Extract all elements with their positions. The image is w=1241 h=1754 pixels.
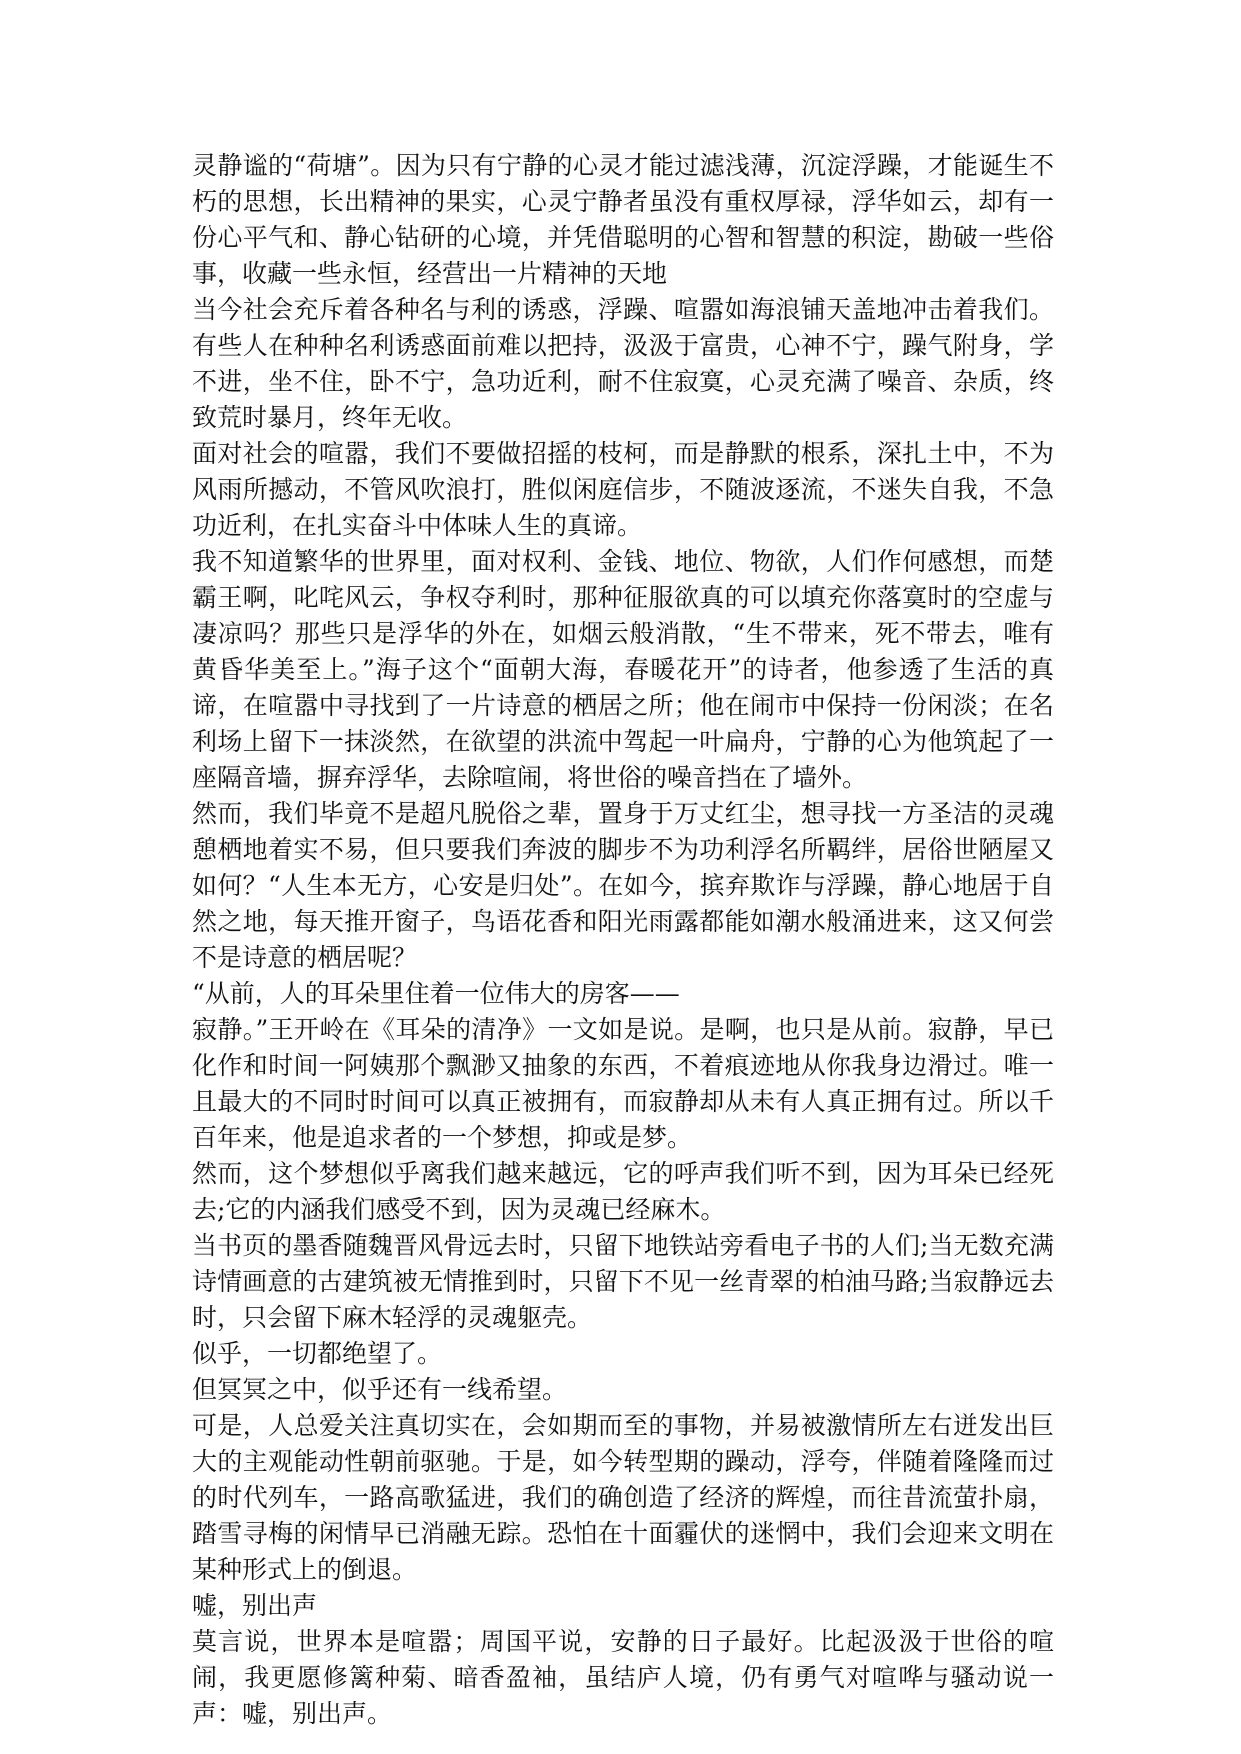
paragraph: 当书页的墨香随魏晋风骨远去时，只留下地铁站旁看电子书的人们;当无数充满诗情画意的古建筑被无情推到时，只留下不见一丝青翠的柏油马路;当寂静远去时，只会留下麻木轻浮的灵魂躯壳。 bbox=[192, 1231, 1054, 1332]
paragraph: 寂静。”王开岭在《耳朵的清净》一文如是说。是啊，也只是从前。寂静，早已化作和时间一阿姨那个飘渺又抽象的东西，不着痕迹地从你我身边滑过。唯一且最大的不同时时间可以真正被拥有，而寂静却从未有人真正拥有过。所以千百年来，他是追求者的一个梦想，抑或是梦。 bbox=[192, 1015, 1054, 1152]
paragraph: “从前，人的耳朵里住着一位伟大的房客—— bbox=[192, 979, 680, 1008]
paragraph: 面对社会的喧嚣，我们不要做招摇的枝柯，而是静默的根系，深扎土中，不为风雨所撼动，不管风吹浪打，胜似闲庭信步，不随波逐流，不迷失自我，不急功近利，在扎实奋斗中体味人生的真谛。 bbox=[192, 439, 1054, 540]
paragraph: 当今社会充斥着各种名与利的诱惑，浮躁、喧嚣如海浪铺天盖地冲击着我们。有些人在种种名利诱惑面前难以把持，汲汲于富贵，心神不宁，躁气附身，学不进，坐不住，卧不宁，急功近利，耐不住寂寞，心灵充满了噪音、杂质，终致荒时暴月，终年无收。 bbox=[192, 295, 1054, 432]
paragraph: 然而，这个梦想似乎离我们越来越远，它的呼声我们听不到，因为耳朵已经死去;它的内涵我们感受不到，因为灵魂已经麻木。 bbox=[192, 1159, 1054, 1224]
paragraph: 然而，我们毕竟不是超凡脱俗之辈，置身于万丈红尘，想寻找一方圣洁的灵魂憩栖地着实不易，但只要我们奔波的脚步不为功利浮名所羁绊，居俗世陋屋又如何？“人生本无方，心安是归处”。在如今，摈弃欺诈与浮躁，静心地居于自然之地，每天推开窗子，鸟语花香和阳光雨露都能如潮水般涌进来，这又何尝不是诗意的栖居呢？ bbox=[192, 799, 1054, 972]
section-heading: 嘘，别出声 bbox=[192, 1591, 318, 1620]
paragraph: 灵静谧的“荷塘”。因为只有宁静的心灵才能过滤浅薄，沉淀浮躁，才能诞生不朽的思想，长出精神的果实，心灵宁静者虽没有重权厚禄，浮华如云，却有一份心平气和、静心钻研的心境，并凭借聪明的心智和智慧的积淀，勘破一些俗事，收藏一些永恒，经营出一片精神的天地 bbox=[192, 151, 1054, 288]
paragraph: 但冥冥之中，似乎还有一线希望。 bbox=[192, 1375, 568, 1404]
paragraph: 莫言说，世界本是喧嚣；周国平说，安静的日子最好。比起汲汲于世俗的喧闹，我更愿修篱种菊、暗香盈袖，虽结庐人境，仍有勇气对喧哗与骚动说一声：嘘，别出声。 bbox=[192, 1627, 1054, 1728]
paragraph: 我不知道繁华的世界里，面对权利、金钱、地位、物欲，人们作何感想，而楚霸王啊，叱咤风云，争权夺利时，那种征服欲真的可以填充你落寞时的空虚与凄凉吗？那些只是浮华的外在，如烟云般消散，“生不带来，死不带去，唯有黄昏华美至上。”海子这个“面朝大海，春暖花开”的诗者，他参透了生活的真谛，在喧嚣中寻找到了一片诗意的栖居之所；他在闹市中保持一份闲淡；在名利场上留下一抹淡然，在欲望的洪流中驾起一叶扁舟，宁静的心为他筑起了一座隔音墙，摒弃浮华，去除喧闹，将世俗的噪音挡在了墙外。 bbox=[192, 547, 1054, 792]
paragraph: 可是，人总爱关注真切实在，会如期而至的事物，并易被激情所左右迸发出巨大的主观能动性朝前驱驰。于是，如今转型期的躁动，浮夸，伴随着隆隆而过的时代列车，一路高歌猛进，我们的确创造了经济的辉煌，而往昔流萤扑扇，踏雪寻梅的闲情早已消融无踪。恐怕在十面霾伏的迷惘中，我们会迎来文明在某种形式上的倒退。 bbox=[192, 1411, 1054, 1584]
paragraph: 似乎，一切都绝望了。 bbox=[192, 1339, 443, 1368]
document-body bbox=[192, 148, 1054, 1732]
